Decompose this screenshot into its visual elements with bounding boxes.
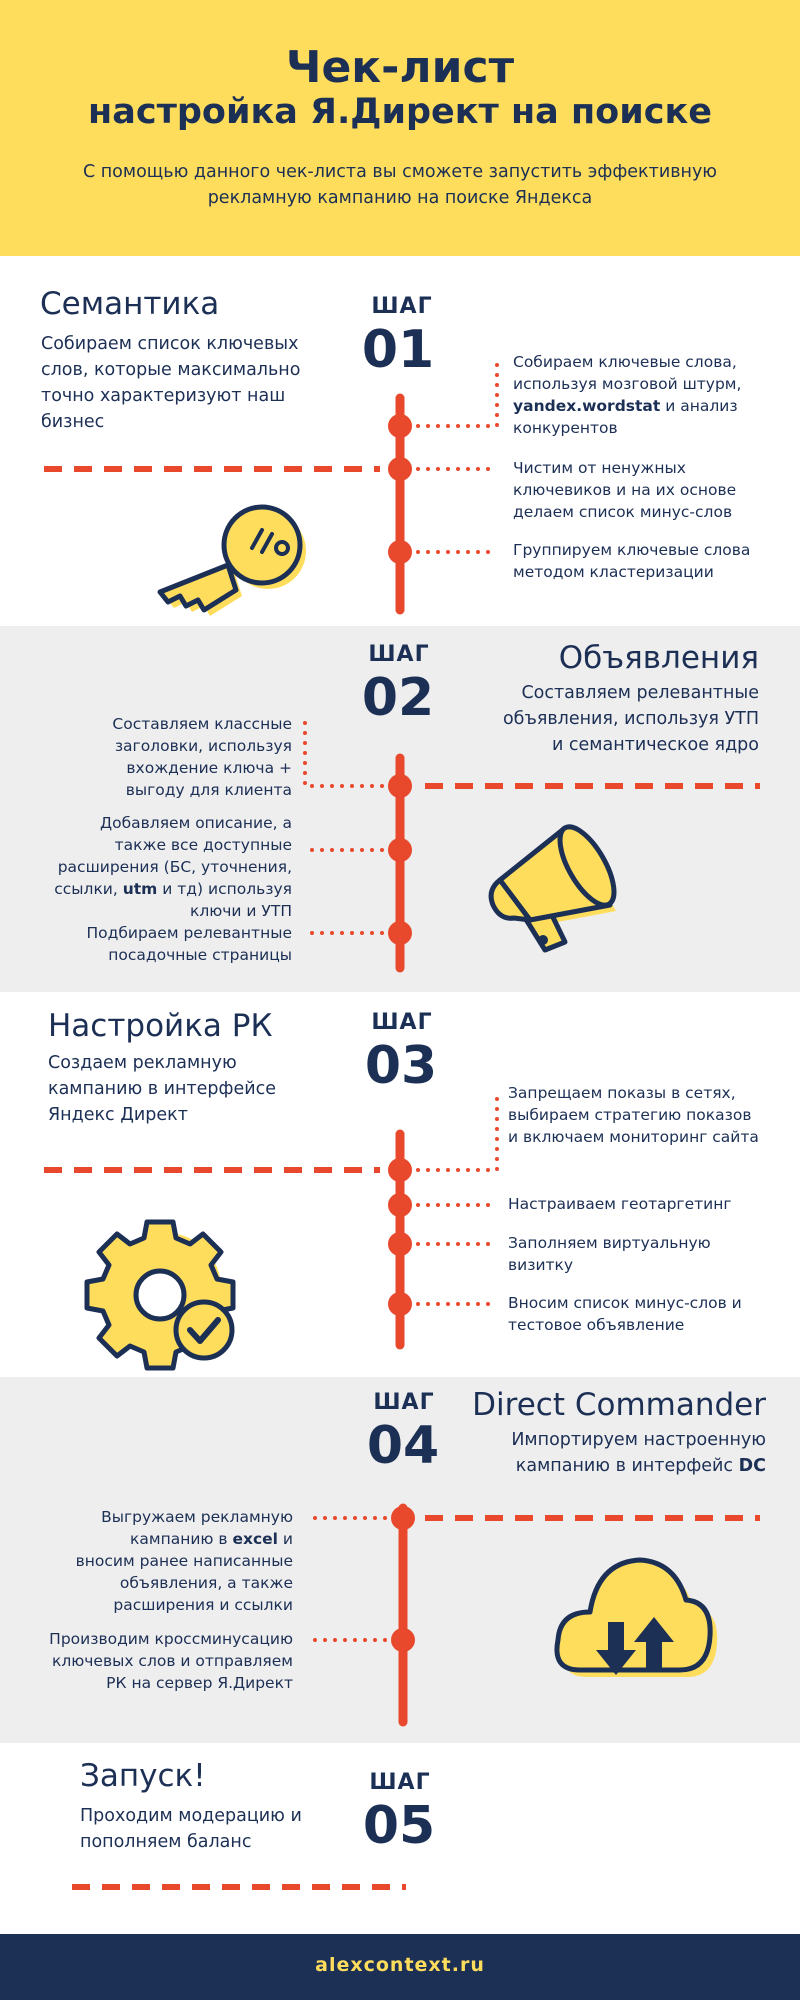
step-4-number: 04 xyxy=(366,1416,440,1476)
dotted-connector-3a xyxy=(408,1093,497,1170)
step-4-label: ШАГ xyxy=(373,1390,435,1415)
step-5-number: 05 xyxy=(362,1796,436,1856)
step-3-item-2: Настраиваем геотаргетинг xyxy=(508,1195,732,1213)
description-text: Импортируем настроенную кампанию в интерфейс xyxy=(511,1430,766,1476)
item-bold: utm xyxy=(122,880,158,898)
timeline-dot xyxy=(388,774,412,798)
item-text: Выгружаем рекламную кампанию в xyxy=(101,1508,293,1548)
step-1-item-1 xyxy=(513,351,763,439)
step-1-number: 01 xyxy=(361,320,435,380)
description-bold: DC xyxy=(738,1456,766,1476)
intro-line-2: рекламную кампанию на поиске Яндекса xyxy=(207,188,593,208)
cloud-sync-icon xyxy=(557,1560,717,1677)
step-3-item-3: Заполняем виртуальную визитку xyxy=(508,1234,711,1274)
step-2-item-1: Составляем классные заголовки, используя вхождение ключа + выгоду для клиента xyxy=(112,715,292,799)
item-text: и вносим ранее написанные объявления, а также расширения и ссылки xyxy=(75,1530,293,1614)
step-4-title: Direct Commander xyxy=(472,1387,766,1423)
item-text: Собираем ключевые слова, используя мозговой штурм, xyxy=(513,353,742,393)
step-4-description xyxy=(486,1427,766,1479)
step-5-title: Запуск! xyxy=(80,1758,206,1794)
step-2-label: ШАГ xyxy=(368,642,430,667)
item-text: Добавляем описание, а также все доступные расширения (БС, уточнения, ссылки, xyxy=(54,814,292,898)
step-3-title: Настройка РК xyxy=(48,1008,273,1044)
step-2-item-2 xyxy=(52,812,292,922)
step-1-title: Семантика xyxy=(40,286,220,322)
item-text: и анализ конкурентов xyxy=(513,397,738,437)
timeline-dot xyxy=(391,1628,415,1652)
step-3-item-4: Вносим список минус-слов и тестовое объявление xyxy=(508,1294,742,1334)
step-1-item-3: Группируем ключевые слова методом кластеризации xyxy=(513,541,751,581)
dotted-connector-2a xyxy=(305,722,392,786)
timeline-dot xyxy=(388,1292,412,1316)
timeline-dot xyxy=(388,1158,412,1182)
step-2-title: Объявления xyxy=(558,640,759,676)
timeline-dot xyxy=(391,1506,415,1530)
timeline-dot xyxy=(388,1232,412,1256)
step-3-label: ШАГ xyxy=(371,1010,433,1035)
timeline-dot xyxy=(388,838,412,862)
step-2-number: 02 xyxy=(361,668,435,728)
step-3-number: 03 xyxy=(364,1036,438,1096)
page-subtitle: настройка Я.Директ на поиске xyxy=(88,92,712,132)
timeline-dot xyxy=(388,540,412,564)
timeline-dot xyxy=(388,457,412,481)
item-bold: yandex.wordstat xyxy=(513,397,661,415)
step-1-label: ШАГ xyxy=(371,294,433,319)
step-2-item-3: Подбираем релевантные посадочные страницы xyxy=(86,924,292,964)
item-text: и тд) используя ключи и УТП xyxy=(157,880,292,920)
step-2-description: Составляем релевантные объявления, используя УТП и семантическое ядро xyxy=(502,683,759,755)
megaphone-icon xyxy=(491,819,624,950)
step-1-item-2: Чистим от ненужных ключевиков и на их основе делаем список минус-слов xyxy=(513,459,737,521)
page-title: Чек-лист xyxy=(285,42,515,93)
step-4-item-2: Производим кроссминусацию ключевых слов и отправляем РК на сервер Я.Директ xyxy=(49,1630,293,1692)
step-5-description: Проходим модерацию и пополняем баланс xyxy=(80,1806,302,1852)
step-1-description: Собираем список ключевых слов, которые максимально точно характеризуют наш бизнес xyxy=(41,334,301,432)
step-4-item-1 xyxy=(72,1506,293,1616)
key-icon xyxy=(160,507,306,616)
intro-line-1: С помощью данного чек-листа вы сможете запустить эффективную xyxy=(82,162,718,182)
step-3-description: Создаем рекламную кампанию в интерфейсе Яндекс Директ xyxy=(48,1053,277,1125)
timeline-dot xyxy=(388,1193,412,1217)
timeline-dot xyxy=(388,921,412,945)
footer-site-link[interactable]: alexcontext.ru xyxy=(315,1954,485,1976)
timeline-dot xyxy=(388,414,412,438)
step-3-item-1: Запрещаем показы в сетях, выбираем стратегию показов и включаем мониторинг сайта xyxy=(508,1084,759,1146)
gear-check-icon xyxy=(87,1222,233,1368)
item-bold: excel xyxy=(232,1530,278,1548)
step-5-label: ШАГ xyxy=(369,1770,431,1795)
